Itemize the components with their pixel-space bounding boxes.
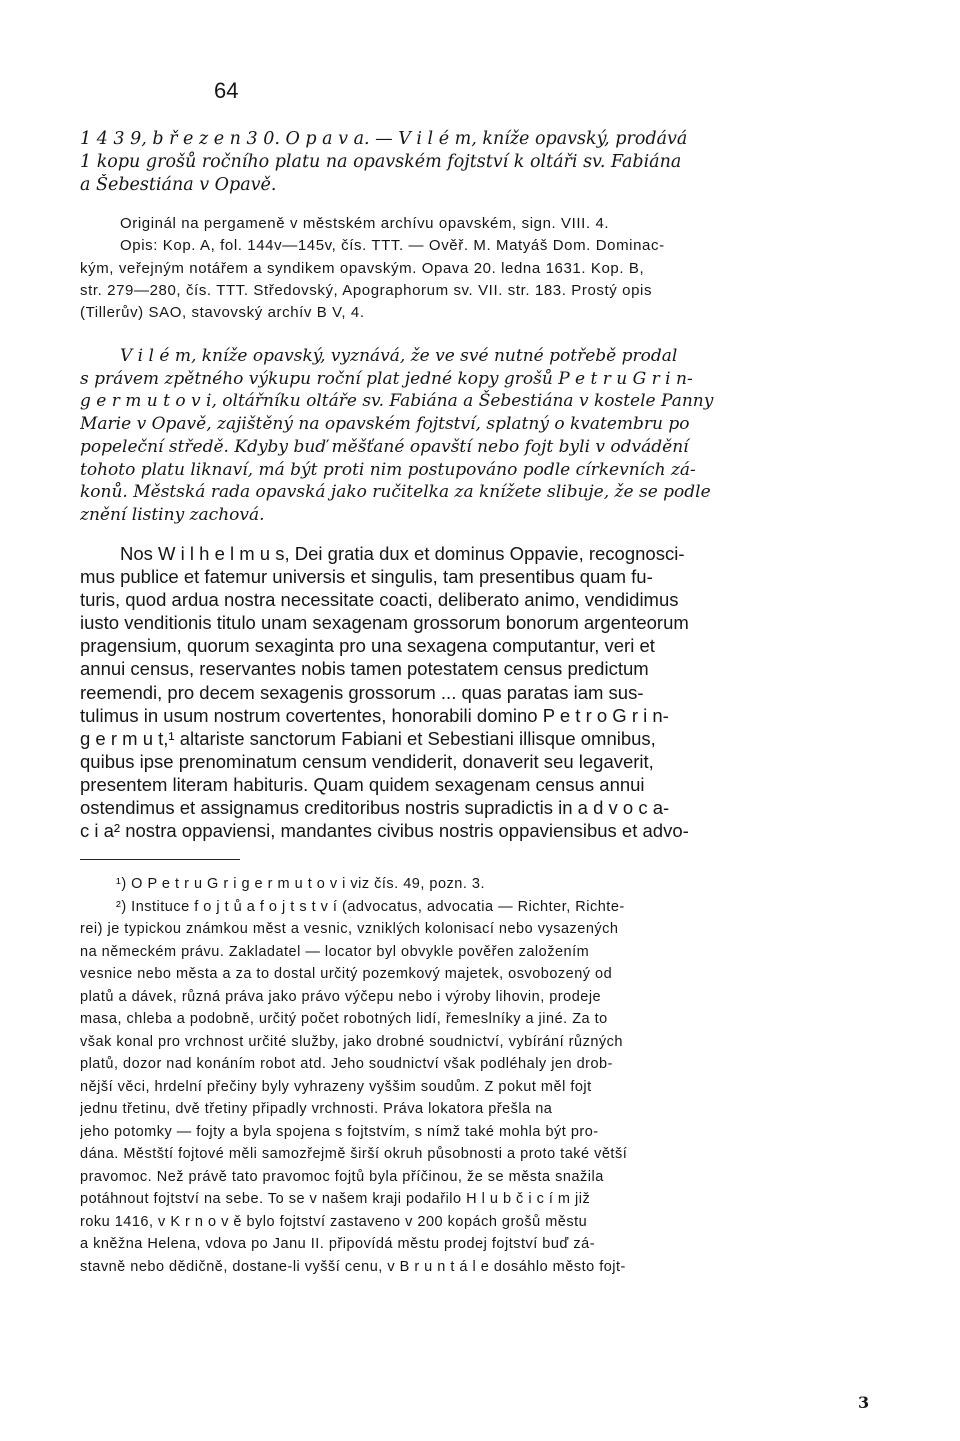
footnote-line: ²) Instituce f o j t ů a f o j t s t v í (advocatus, advocatia — Richter, Richte-	[116, 898, 625, 915]
footnote-line: roku 1416, v K r n o v ě bylo fojtství zastaveno v 200 kopách grošů městu	[80, 1213, 588, 1230]
regest-line: popeleční středě. Kdyby buď měšťané opavští nebo fojt byli v odvádění	[80, 436, 689, 457]
latin-line: mus publice et fatemur universis et singulis, tam presentibus quam fu-	[80, 566, 653, 588]
footnote-line: rei) je typickou známkou měst a vesnic, vzniklých kolonisací nebo vysazených	[80, 921, 619, 937]
footnote-line: platů a dávek, různá práva jako právo výčepu nebo i výroby lihovin, prodeje	[80, 988, 602, 1005]
footnote-line: dána. Městští fojtové měli samozřejmě širší okruh působnosti a proto také větší	[80, 1146, 628, 1162]
source-note-line: kým, veřejným notářem a syndikem opavským. Opava 20. ledna 1631. Kop. B,	[80, 259, 645, 277]
footnote-line: potáhnout fojtství na sebe. To se v našem kraji podařilo H l u b č i c í m již	[80, 1191, 591, 1207]
regest-line: konů. Městská rada opavská jako ručitelka za knížete slibuje, že se podle	[80, 482, 711, 503]
regest-line: Marie v Opavě, zajištěný na opavském fojtství, splatný o kvatembru po	[80, 414, 690, 435]
source-note-line: Originál na pergameně v městském archívu opavském, sign. VIII. 4.	[120, 215, 610, 232]
footnote-line: jednu třetinu, dvě třetiny připadly vrchnosti. Práva lokatora přešla na	[80, 1101, 553, 1117]
latin-line: tulimus in usum nostrum covertentes, honorabili domino P e t r o G r i n-	[80, 704, 669, 726]
heading-line: 1 4 3 9, b ř e z e n 3 0. O p a v a. — V i l é m, kníže opavský, prodává	[80, 129, 688, 149]
regest-line: s právem zpětného výkupu roční plat jedné kopy grošů P e t r u G r i n-	[80, 368, 693, 389]
footnote-divider	[80, 859, 240, 860]
source-note	[80, 213, 880, 324]
footnote-line: na německém právu. Zakladatel — locator byl obvykle pověřen založením	[80, 943, 590, 960]
footnote-line: jeho potomky — fojty a byla spojena s fojtstvím, s nímž také mohla být pro-	[80, 1123, 599, 1140]
latin-line: quibus ipse prenominatum censum vendiderit, donaverit seu legaverit,	[80, 750, 654, 772]
footnote-line: a kněžna Helena, vdova po Janu II. připovídá městu prodej fojtství buď zá-	[80, 1236, 596, 1252]
latin-charter-text	[80, 542, 880, 842]
latin-line: turis, quod ardua nostra necessitate coacti, deliberato animo, vendidimus	[80, 589, 679, 611]
heading-line: a Šebestiána v Opavě.	[80, 175, 277, 195]
latin-line: ostendimus et assignamus creditoribus nostris supradictis in a d v o c a-	[80, 797, 670, 819]
footnote-line: masa, chleba a podobně, určitý počet robotných lidí, řemeslníky a jiné. Za to	[80, 1011, 608, 1027]
page-number: 64	[214, 78, 239, 103]
latin-line: iusto venditionis titulo unam sexagenam grossorum bonorum argenteorum	[80, 612, 689, 634]
document-heading	[80, 128, 880, 197]
regest-line: tohoto platu liknaví, má být proti nim postupováno podle církevních zá-	[80, 459, 696, 480]
regest-line: znění listiny zachová.	[80, 504, 265, 525]
latin-line: presentem literam habituris. Quam quidem sexagenam census annui	[80, 773, 645, 795]
footnote-line: ¹) O P e t r u G r i g e r m u t o v i viz čís. 49, pozn. 3.	[116, 876, 485, 892]
regest-line: V i l é m, kníže opavský, vyznává, že ve své nutné potřebě prodal	[120, 346, 678, 366]
latin-line: c i a² nostra oppaviensi, mandantes civibus nostris oppaviensibus et advo-	[80, 820, 689, 842]
footnote-line: pravomoc. Než právě tato pravomoc fojtů byla příčinou, že se města snažila	[80, 1168, 604, 1185]
source-note-line: Opis: Kop. A, fol. 144v—145v, čís. TTT. — Ověř. M. Matyáš Dom. Dominac-	[120, 237, 665, 255]
source-note-line: (Tillerův) SAO, stavovský archív B V, 4.	[80, 304, 365, 322]
regest	[80, 345, 880, 527]
footnote-line: však konal pro vrchnost určité služby, jako drobné soudnictví, vybírání různých	[80, 1033, 623, 1050]
footnote-line: platů, dozor nad konáním robot atd. Jeho soudnictví však podléhaly jen drob-	[80, 1056, 613, 1072]
source-note-line: str. 279—280, čís. TTT. Středovský, Apographorum sv. VII. str. 183. Prostý opis	[80, 281, 653, 299]
regest-line: g e r m u t o v i, oltářníku oltáře sv. Fabiána a Šebestiána v kostele Panny	[80, 391, 714, 412]
footnotes	[80, 873, 880, 1278]
latin-line: g e r m u t,¹ altariste sanctorum Fabiani et Sebestiani illisque omnibus,	[80, 727, 656, 749]
latin-line: Nos W i l h e l m u s, Dei gratia dux et dominus Oppavie, recognosci-	[120, 543, 685, 564]
latin-line: annui census, reservantes nobis tamen potestatem census predictum	[80, 658, 649, 680]
footnote-line: stavně nebo dědičně, dostane-li vyšší cenu, v B r u n t á l e dosáhlo město fojt-	[80, 1258, 626, 1275]
latin-line: reemendi, pro decem sexagenis grossorum ... quas paratas iam sus-	[80, 681, 644, 703]
signature-mark: 3	[858, 1393, 870, 1412]
latin-line: pragensium, quorum sexaginta pro una sexagena computantur, veri et	[80, 635, 655, 657]
heading-line: 1 kopu grošů ročního platu na opavském fojtství k oltáři sv. Fabiána	[80, 152, 682, 172]
footnote-line: vesnice nebo města a za to dostal určitý pozemkový majetek, osvobozený od	[80, 966, 613, 982]
footnote-line: nější věci, hrdelní přečiny byly vyhrazeny vyššim soudům. Z pokut měl fojt	[80, 1078, 592, 1095]
